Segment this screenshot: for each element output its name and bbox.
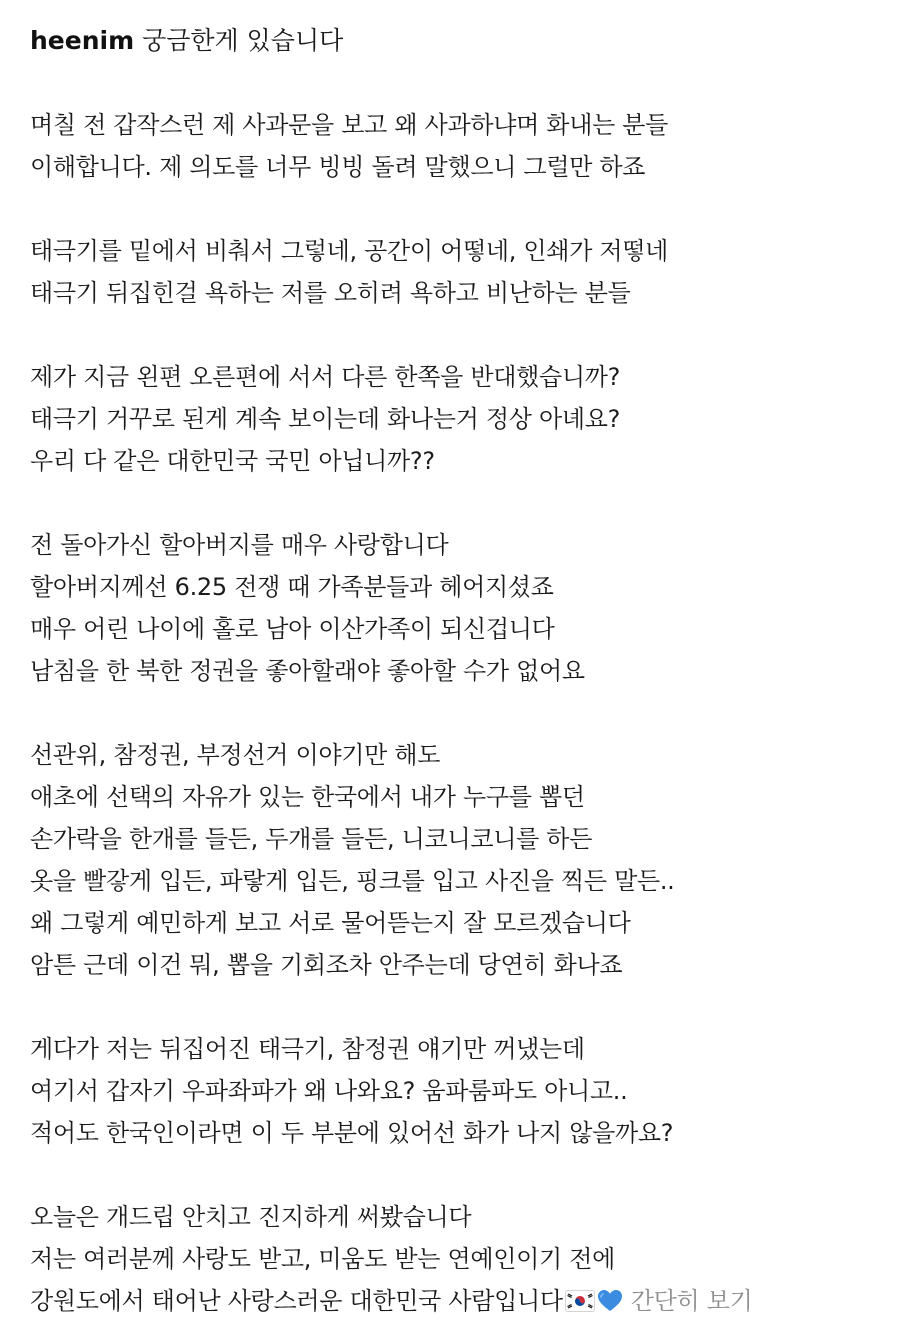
caption-line: 암튼 근데 이건 뭐, 뽑을 기회조차 안주는데 당연히 화나죠 xyxy=(30,951,623,979)
caption-line: 며칠 전 갑작스런 제 사과문을 보고 왜 사과하냐며 화내는 분들 xyxy=(30,111,669,139)
caption-line: 할아버지께선 6.25 전쟁 때 가족분들과 헤어지셨죠 xyxy=(30,573,554,601)
caption-header xyxy=(30,20,880,62)
caption-line: 태극기 뒤집힌걸 욕하는 저를 오히려 욕하고 비난하는 분들 xyxy=(30,279,631,307)
caption-blank-line xyxy=(30,482,880,524)
show-less-link[interactable]: 간단히 보기 xyxy=(630,1287,753,1315)
caption-line: 오늘은 개드립 안치고 진지하게 써봤습니다 xyxy=(30,1203,472,1231)
caption-line: 이해합니다. 제 의도를 너무 빙빙 돌려 말했으니 그럴만 하죠 xyxy=(30,153,646,181)
caption-blank-line xyxy=(30,188,880,230)
caption-blank-line xyxy=(30,314,880,356)
caption-body xyxy=(30,62,880,1280)
caption-title: 궁금한게 있습니다 xyxy=(142,26,344,55)
caption-line: 매우 어린 나이에 홀로 남아 이산가족이 되신겁니다 xyxy=(30,615,555,643)
caption-line: 여기서 갑자기 우파좌파가 왜 나와요? 움파룸파도 아니고.. xyxy=(30,1077,628,1105)
post-caption xyxy=(30,20,880,1322)
caption-line: 손가락을 한개를 들든, 두개를 들든, 니코니코니를 하든 xyxy=(30,825,593,853)
caption-blank-line xyxy=(30,986,880,1028)
caption-last-line-text: 강원도에서 태어난 사랑스러운 대한민국 사람입니다 xyxy=(30,1287,563,1315)
caption-line: 우리 다 같은 대한민국 국민 아닙니까?? xyxy=(30,447,435,475)
caption-line: 저는 여러분께 사랑도 받고, 미움도 받는 연예인이기 전에 xyxy=(30,1245,615,1273)
south-korea-flag-icon xyxy=(565,1283,595,1305)
caption-line: 제가 지금 왼편 오른편에 서서 다른 한쪽을 반대했습니까? xyxy=(30,363,621,391)
blue-heart-icon xyxy=(597,1284,623,1308)
caption-blank-line xyxy=(30,62,880,104)
username[interactable]: heenim xyxy=(30,26,135,55)
caption-line: 애초에 선택의 자유가 있는 한국에서 내가 누구를 뽑던 xyxy=(30,783,585,811)
caption-line: 게다가 저는 뒤집어진 태극기, 참정권 얘기만 꺼냈는데 xyxy=(30,1035,585,1063)
caption-line: 옷을 빨갛게 입든, 파랗게 입든, 핑크를 입고 사진을 찍든 말든.. xyxy=(30,867,675,895)
caption-line: 왜 그렇게 예민하게 보고 서로 물어뜯는지 잘 모르겠습니다 xyxy=(30,909,631,937)
caption-last-line xyxy=(30,1280,880,1322)
caption-line: 전 돌아가신 할아버지를 매우 사랑합니다 xyxy=(30,531,449,559)
caption-blank-line xyxy=(30,1154,880,1196)
caption-line: 태극기 거꾸로 된게 계속 보이는데 화나는거 정상 아녜요? xyxy=(30,405,621,433)
caption-line: 선관위, 참정권, 부정선거 이야기만 해도 xyxy=(30,741,441,769)
caption-line: 적어도 한국인이라면 이 두 부분에 있어선 화가 나지 않을까요? xyxy=(30,1119,674,1147)
caption-line: 태극기를 밑에서 비춰서 그렇네, 공간이 어떻네, 인쇄가 저떻네 xyxy=(30,237,669,265)
caption-blank-line xyxy=(30,692,880,734)
caption-line: 남침을 한 북한 정권을 좋아할래야 좋아할 수가 없어요 xyxy=(30,657,585,685)
